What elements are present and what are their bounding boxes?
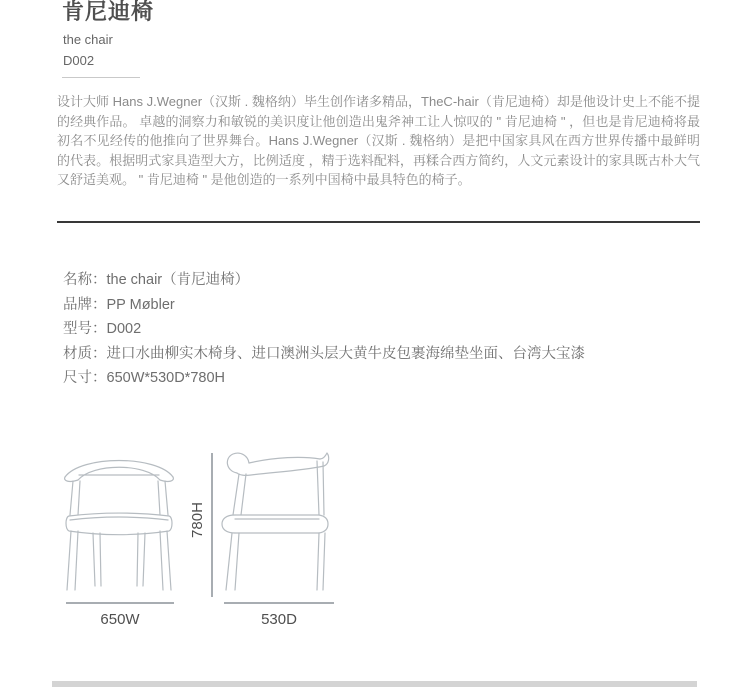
height-dimension-line <box>211 453 213 597</box>
product-description: 设计大师 Hans J.Wegner（汉斯 . 魏格纳）毕生创作诸多精品，TheC-hair（肯尼迪椅）却是他设计史上不能不提的经典作品。 卓越的洞察力和敏锐的美识度让他创造出鬼斧神工让人惊叹的 " 肯尼迪椅 " ，但也是肯尼迪椅将最初名不见经传的他推向了世界舞台。Hans J.Wegner（汉斯 . 魏格纳）是把中国家具风在西方世界传播中最鲜明的代表。根据明式家具造型大方，比例适度 ，精于选料配料，再糅合西方简约，人文元素设计的家具既古朴大气又舒适美观。 " 肯尼迪椅 " 是他创造的一系列中国椅中最具特色的椅子。 <box>57 94 700 188</box>
section-divider <box>57 221 700 223</box>
spec-row-name: 名称：the chair（肯尼迪椅） <box>63 272 250 288</box>
width-dimension-line <box>66 602 174 604</box>
chair-side-view-drawing <box>220 452 332 604</box>
depth-dimension-line <box>224 602 334 604</box>
spec-row-material: 材质：进口水曲柳实木椅身、进口澳洲头层大黄牛皮包裹海绵垫坐面、台湾大宝漆 <box>63 345 585 362</box>
header-divider <box>62 77 140 78</box>
chair-front-view-drawing <box>63 452 175 604</box>
depth-dimension-label: 530D <box>261 611 297 628</box>
spec-list <box>63 268 585 391</box>
width-dimension-label: 650W <box>100 611 140 628</box>
bottom-separator-bar <box>52 681 697 687</box>
spec-row-model: 型号：D002 <box>63 321 142 338</box>
spec-row-size: 尺寸：650W*530D*780H <box>63 370 225 387</box>
product-model-number: D002 <box>63 53 95 68</box>
height-dimension-label: 780H <box>189 502 206 538</box>
spec-row-brand: 品牌：PP Møbler <box>63 296 175 313</box>
page-title: 肯尼迪椅 <box>62 0 155 24</box>
product-subtitle: the chair <box>63 32 113 47</box>
